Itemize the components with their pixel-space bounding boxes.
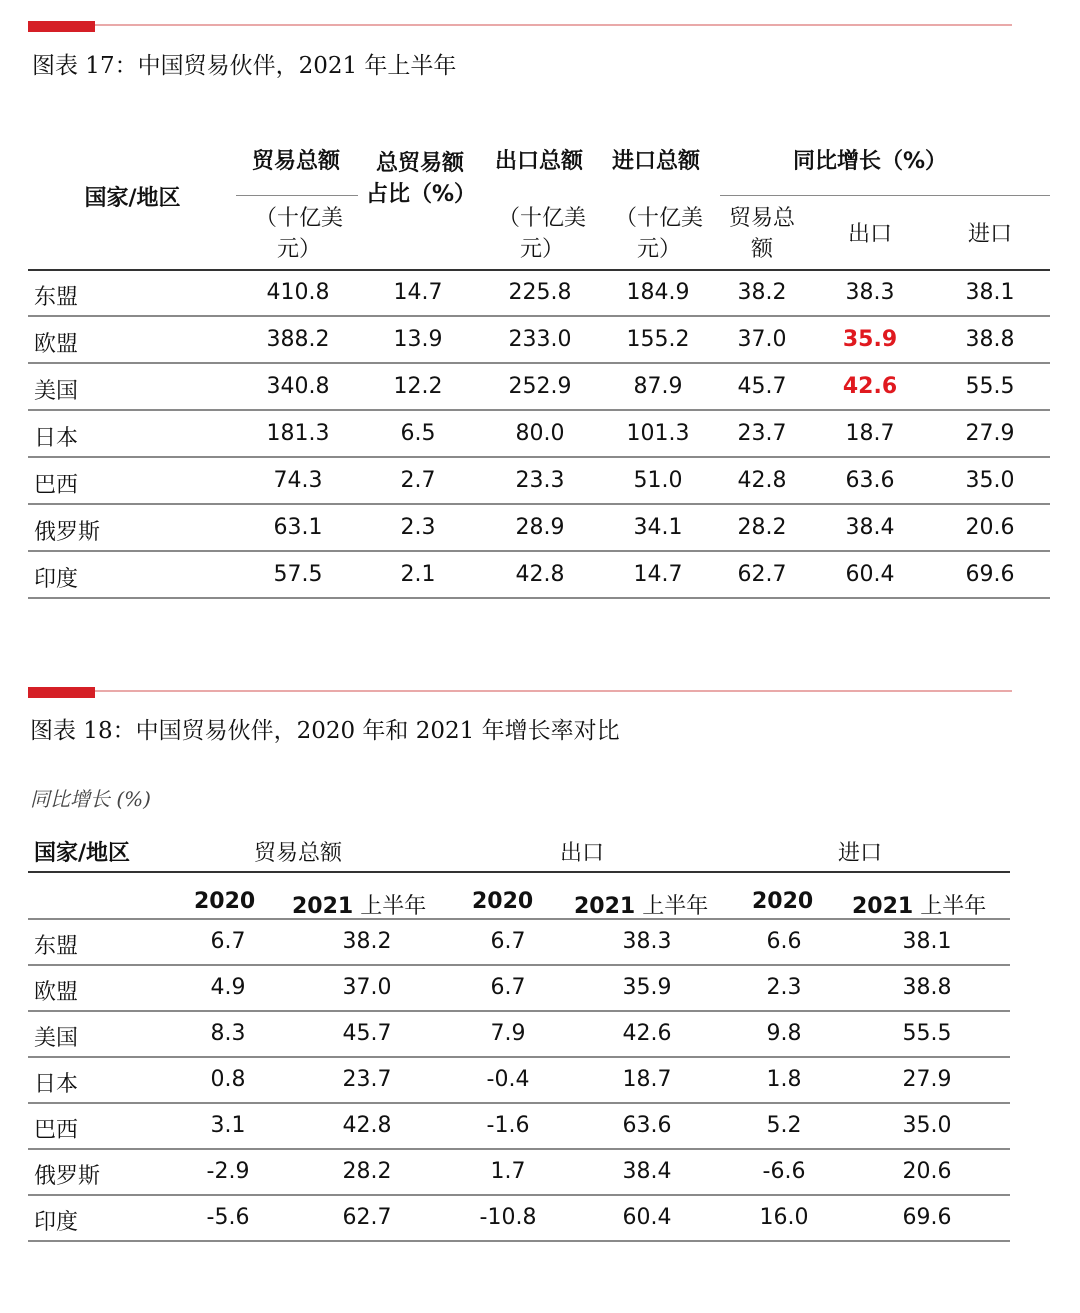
table-row-rule: [28, 456, 1050, 458]
table-cell: 2.1: [400, 562, 436, 587]
table-cell: -6.6: [762, 1159, 806, 1184]
t18-rule-top: [28, 871, 1010, 873]
table-cell: 42.8: [737, 468, 787, 493]
table-year-header: [194, 889, 255, 914]
table-cell: 35.0: [902, 1113, 952, 1138]
table-year-header: [852, 889, 986, 920]
t17-rule-trade: [236, 195, 358, 196]
table-row-rule: [28, 597, 1050, 599]
table-cell: 23.3: [515, 468, 565, 493]
table-cell: 225.8: [508, 280, 572, 305]
table-cell: 184.9: [626, 280, 690, 305]
year-label: 2021: [574, 894, 636, 919]
table-cell: 38.1: [902, 929, 952, 954]
table-cell: 2.3: [400, 515, 436, 540]
table-cell: 14.7: [393, 280, 443, 305]
table-cell: 38.1: [965, 280, 1015, 305]
t17-h-export-unit: （十亿美元）: [497, 206, 586, 262]
table-cell: 181.3: [266, 421, 330, 446]
table-cell: 2.3: [766, 975, 802, 1000]
table-cell: 69.6: [902, 1205, 952, 1230]
table-row-country: 东盟: [34, 285, 79, 310]
table-cell: -10.8: [479, 1205, 537, 1230]
table-cell: 6.7: [490, 929, 526, 954]
table-cell: 35.9: [842, 327, 898, 352]
table-cell: 38.8: [965, 327, 1015, 352]
table-cell: 80.0: [515, 421, 565, 446]
table-cell: 0.8: [210, 1067, 246, 1092]
table-row-rule: [28, 503, 1050, 505]
table-cell: 55.5: [965, 374, 1015, 399]
fig17-header-rule: [28, 24, 1012, 26]
table-cell: 38.3: [622, 929, 672, 954]
table-row-rule: [28, 362, 1050, 364]
year-label: 2020: [194, 889, 256, 914]
table-year-header: [292, 889, 426, 920]
table-cell: 45.7: [342, 1021, 392, 1046]
table-cell: 1.7: [490, 1159, 526, 1184]
table-cell: -5.6: [206, 1205, 250, 1230]
t18-h-import: 进口: [838, 841, 883, 866]
table-cell: 6.5: [400, 421, 436, 446]
t17-h-trade-unit: （十亿美元）: [254, 206, 343, 262]
table-cell: 13.9: [393, 327, 443, 352]
half-year-label: 上半年: [353, 894, 427, 919]
table-cell: 38.4: [622, 1159, 672, 1184]
table-cell: 62.7: [737, 562, 787, 587]
table-row-country: 欧盟: [34, 332, 79, 357]
table-cell: 6.7: [490, 975, 526, 1000]
table-cell: 23.7: [737, 421, 787, 446]
table-cell: 6.6: [766, 929, 802, 954]
t17-h-export: 出口总额: [494, 149, 583, 174]
table-cell: 233.0: [508, 327, 572, 352]
table-cell: 51.0: [633, 468, 683, 493]
table-row-country: 欧盟: [34, 980, 79, 1005]
fig18-note: 同比增长 (%): [30, 787, 151, 811]
table-row-rule: [28, 1010, 1010, 1012]
table-cell: 14.7: [633, 562, 683, 587]
t17-h-import: 进口总额: [611, 149, 700, 174]
half-year-label: 上半年: [913, 894, 987, 919]
table-cell: 1.8: [766, 1067, 802, 1092]
table-cell: 20.6: [902, 1159, 952, 1184]
t17-h-country: 国家/地区: [84, 186, 181, 211]
table-cell: 18.7: [845, 421, 895, 446]
table-row-rule: [28, 550, 1050, 552]
table-cell: 155.2: [626, 327, 690, 352]
fig17-title: 图表 17：中国贸易伙伴，2021 年上半年: [32, 53, 457, 79]
table-cell: 37.0: [737, 327, 787, 352]
t17-h-trade: 贸易总额: [251, 149, 340, 174]
table-cell: 57.5: [273, 562, 323, 587]
table-cell: 410.8: [266, 280, 330, 305]
year-label: 2020: [472, 889, 534, 914]
table-cell: 5.2: [766, 1113, 802, 1138]
year-label: 2021: [852, 894, 914, 919]
table-cell: 18.7: [622, 1067, 672, 1092]
table-year-header: [752, 889, 813, 914]
table-row-country: 美国: [34, 379, 79, 404]
table-cell: -1.6: [486, 1113, 530, 1138]
table-cell: 388.2: [266, 327, 330, 352]
fig17-header-accent: [28, 21, 95, 32]
table-cell: 35.0: [965, 468, 1015, 493]
t18-h-export: 出口: [560, 841, 605, 866]
table-cell: 38.2: [342, 929, 392, 954]
table-cell: 42.8: [342, 1113, 392, 1138]
table-cell: 34.1: [633, 515, 683, 540]
table-cell: 74.3: [273, 468, 323, 493]
year-label: 2021: [292, 894, 354, 919]
fig18-header-rule: [28, 690, 1012, 692]
table-row-rule: [28, 1056, 1010, 1058]
table-cell: 62.7: [342, 1205, 392, 1230]
t17-h-yoy: 同比增长（%）: [792, 149, 948, 174]
table-cell: 23.7: [342, 1067, 392, 1092]
table-cell: 63.6: [622, 1113, 672, 1138]
t17-h-share: 总贸易额占比（%）: [366, 151, 477, 207]
table-cell: 42.6: [842, 374, 898, 399]
table-cell: 28.2: [737, 515, 787, 540]
table-cell: 340.8: [266, 374, 330, 399]
t17-rule-header: [28, 269, 1050, 271]
table-year-header: [472, 889, 533, 914]
table-cell: 42.6: [622, 1021, 672, 1046]
table-cell: 101.3: [626, 421, 690, 446]
table-cell: 2.7: [400, 468, 436, 493]
table-row-country: 日本: [34, 1072, 79, 1097]
table-cell: 8.3: [210, 1021, 246, 1046]
table-cell: 27.9: [902, 1067, 952, 1092]
fig18-title: 图表 18：中国贸易伙伴，2020 年和 2021 年增长率对比: [30, 718, 620, 744]
table-row-country: 东盟: [34, 934, 79, 959]
t17-h-yoy-export: 出口: [847, 222, 892, 247]
table-row-country: 巴西: [34, 1118, 79, 1143]
t17-h-yoy-trade: 贸易总额: [728, 206, 795, 262]
table-row-country: 印度: [34, 567, 79, 592]
t17-h-import-unit: （十亿美元）: [614, 206, 703, 262]
table-cell: 12.2: [393, 374, 443, 399]
table-cell: 38.4: [845, 515, 895, 540]
table-cell: -2.9: [206, 1159, 250, 1184]
table-cell: 38.2: [737, 280, 787, 305]
table-cell: -0.4: [486, 1067, 530, 1092]
table-cell: 60.4: [845, 562, 895, 587]
table-cell: 60.4: [622, 1205, 672, 1230]
table-row-country: 印度: [34, 1210, 79, 1235]
table-row-rule: [28, 1148, 1010, 1150]
table-cell: 252.9: [508, 374, 572, 399]
table-cell: 38.3: [845, 280, 895, 305]
table-cell: 63.1: [273, 515, 323, 540]
table-row-country: 美国: [34, 1026, 79, 1051]
table-cell: 7.9: [490, 1021, 526, 1046]
table-row-rule: [28, 315, 1050, 317]
table-cell: 45.7: [737, 374, 787, 399]
table-cell: 28.2: [342, 1159, 392, 1184]
table-cell: 3.1: [210, 1113, 246, 1138]
table-cell: 6.7: [210, 929, 246, 954]
fig18-header-accent: [28, 687, 95, 698]
table-cell: 87.9: [633, 374, 683, 399]
table-cell: 35.9: [622, 975, 672, 1000]
t17-rule-yoy: [720, 195, 1050, 196]
table-year-header: [574, 889, 708, 920]
table-cell: 42.8: [515, 562, 565, 587]
table-row-rule: [28, 1194, 1010, 1196]
t18-h-country: 国家/地区: [34, 841, 131, 866]
table-cell: 4.9: [210, 975, 246, 1000]
table-cell: 28.9: [515, 515, 565, 540]
table-cell: 9.8: [766, 1021, 802, 1046]
table-row-rule: [28, 964, 1010, 966]
table-row-rule: [28, 1240, 1010, 1242]
table-cell: 69.6: [965, 562, 1015, 587]
table-row-country: 巴西: [34, 473, 79, 498]
year-label: 2020: [752, 889, 814, 914]
half-year-label: 上半年: [635, 894, 709, 919]
table-cell: 38.8: [902, 975, 952, 1000]
table-row-rule: [28, 1102, 1010, 1104]
table-cell: 37.0: [342, 975, 392, 1000]
table-row-rule: [28, 409, 1050, 411]
t18-h-trade: 贸易总额: [254, 841, 343, 866]
table-cell: 16.0: [759, 1205, 809, 1230]
table-cell: 63.6: [845, 468, 895, 493]
table-row-country: 日本: [34, 426, 79, 451]
table-cell: 20.6: [965, 515, 1015, 540]
t17-h-yoy-import: 进口: [967, 222, 1012, 247]
table-row-country: 俄罗斯: [34, 1164, 101, 1189]
table-row-country: 俄罗斯: [34, 520, 101, 545]
table-cell: 27.9: [965, 421, 1015, 446]
table-cell: 55.5: [902, 1021, 952, 1046]
